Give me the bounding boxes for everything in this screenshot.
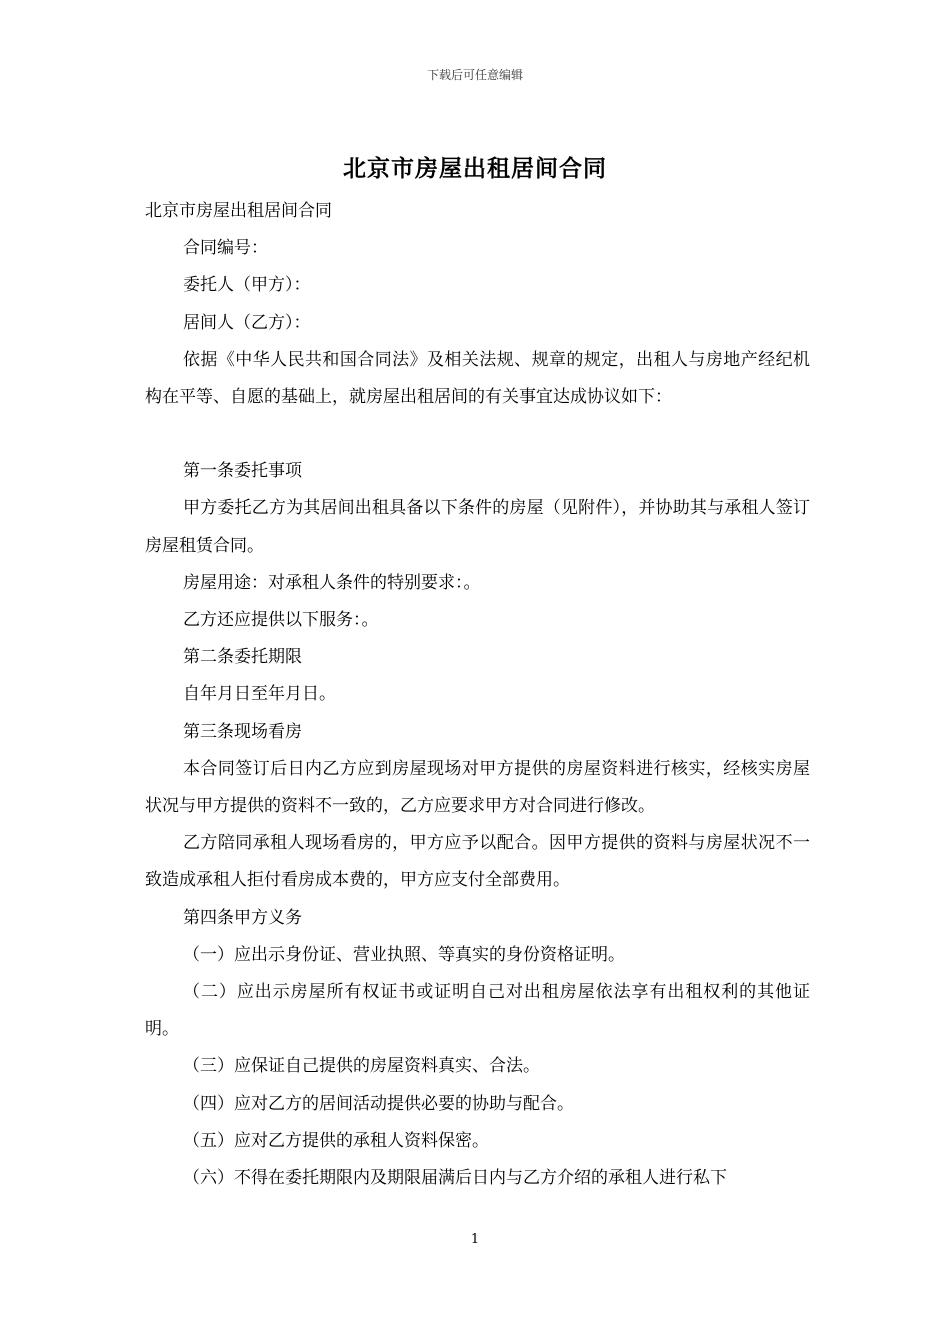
paragraph: 自年月日至年月日。 bbox=[183, 684, 336, 705]
list-item: （六）不得在委托期限内及期限届满后日内与乙方介绍的承租人进行私下 bbox=[183, 1168, 727, 1189]
list-item: （四）应对乙方的居间活动提供必要的协助与配合。 bbox=[183, 1093, 574, 1114]
list-item: （五）应对乙方提供的承租人资料保密。 bbox=[183, 1130, 489, 1151]
article-2-heading: 第二条委托期限 bbox=[183, 647, 302, 668]
paragraph: 乙方陪同承租人现场看房的，甲方应予以配合。因甲方提供的资料与房屋状况不一致造成承租人拒付看房成本费的，甲方应支付全部费用。 bbox=[145, 833, 810, 891]
header-note: 下载后可任意编辑 bbox=[426, 68, 523, 82]
article-1-heading: 第一条委托事项 bbox=[183, 461, 302, 482]
paragraph: 乙方还应提供以下服务：。 bbox=[183, 610, 379, 631]
document-body bbox=[145, 193, 810, 1197]
page-number: 1 bbox=[470, 1232, 480, 1247]
article-4-heading: 第四条甲方义务 bbox=[183, 907, 302, 928]
paragraph-subtitle: 北京市房屋出租居间合同 bbox=[145, 201, 332, 221]
list-item: （三）应保证自己提供的房屋资料真实、合法。 bbox=[183, 1056, 540, 1077]
list-item: （一）应出示身份证、营业执照、等真实的身份资格证明。 bbox=[183, 944, 625, 965]
article-3-heading: 第三条现场看房 bbox=[183, 721, 302, 742]
paragraph: 本合同签订后日内乙方应到房屋现场对甲方提供的房屋资料进行核实，经核实房屋状况与甲方提供的资料不一致的，乙方应要求甲方对合同进行修改。 bbox=[145, 758, 810, 817]
paragraph-contract-number: 合同编号： bbox=[183, 238, 268, 259]
paragraph-party-a: 委托人（甲方）： bbox=[183, 275, 311, 296]
list-item: （二）应出示房屋所有权证书或证明自己对出租房屋依法享有出租权利的其他证明。 bbox=[145, 982, 810, 1040]
paragraph: 房屋用途：对承租人条件的特别要求：。 bbox=[183, 572, 481, 593]
document-title: 北京市房屋出租居间合同 bbox=[343, 155, 607, 182]
paragraph-preamble: 依据《中华人民共和国合同法》及相关法规、规章的规定，出租人与房地产经纪机构在平等、自愿的基础上，就房屋出租居间的有关事宜达成协议如下： bbox=[145, 349, 810, 408]
paragraph: 甲方委托乙方为其居间出租具备以下条件的房屋（见附件），并协助其与承租人签订房屋租赁合同。 bbox=[145, 498, 810, 556]
paragraph-party-b: 居间人（乙方）： bbox=[183, 312, 311, 333]
